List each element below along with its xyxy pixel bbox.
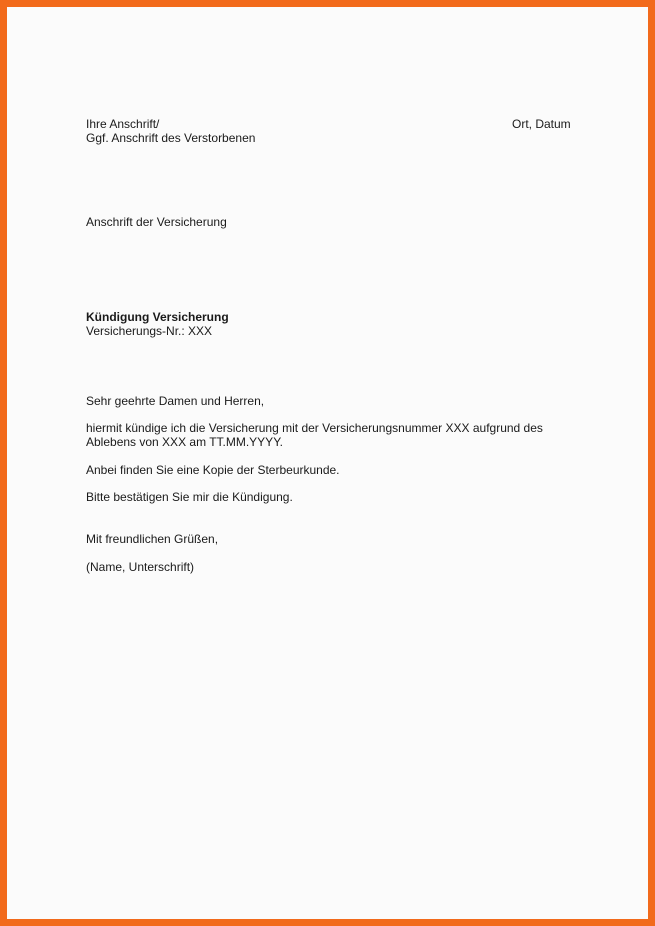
salutation: Sehr geehrte Damen und Herren, (86, 394, 265, 408)
sender-line-2: Ggf. Anschrift des Verstorbenen (86, 131, 256, 145)
signature-placeholder: (Name, Unterschrift) (86, 560, 195, 574)
sender-line-1: Ihre Anschrift/ (86, 117, 160, 131)
closing-greeting: Mit freundlichen Grüßen, (86, 532, 219, 546)
paragraph-2: Anbei finden Sie eine Kopie der Sterbeurkunde. (86, 463, 340, 477)
paragraph-3: Bitte bestätigen Sie mir die Kündigung. (86, 490, 293, 504)
place-date: Ort, Datum (512, 117, 571, 131)
paragraph-1-line-2: Ablebens von XXX am TT.MM.YYYY. (86, 435, 283, 449)
policy-number: Versicherungs-Nr.: XXX (86, 324, 213, 338)
subject-title: Kündigung Versicherung (86, 310, 229, 324)
recipient-address: Anschrift der Versicherung (86, 215, 227, 229)
paragraph-1-line-1: hiermit kündige ich die Versicherung mit der Versicherungsnummer XXX aufgrund des (86, 421, 543, 435)
